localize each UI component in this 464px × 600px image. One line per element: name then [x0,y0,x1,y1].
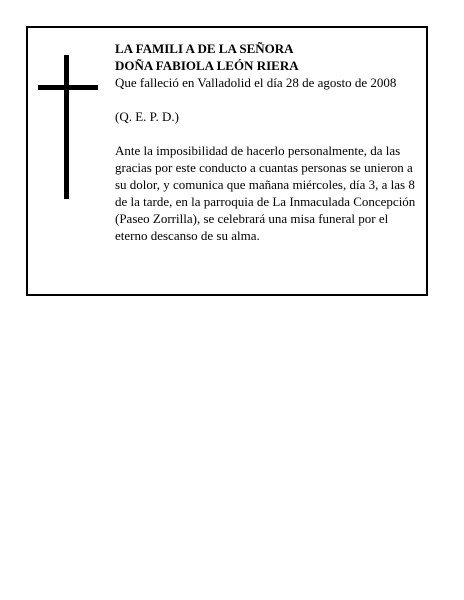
obituary-notice [26,26,428,296]
notice-subtitle: Que falleció en Valladolid el día 28 de agosto de 2008 [115,75,397,90]
notice-body: Ante la imposibilidad de hacerlo personalmente, da las gracias por este conducto a cuantas personas se unieron a su dolor, y comunica que mañana miércoles, día 3, a las 8 de la tarde, en la parroquia de La Inmaculada Concepción (Paseo Zorrilla), se celebrará una misa funeral por el eterno descanso de su alma. [115,143,416,243]
cross-horizontal-bar [38,85,98,90]
notice-text [115,40,423,244]
cross-icon [38,55,98,199]
notice-heading-line1: LA FAMILI A DE LA SEÑORA [115,41,294,56]
notice-rip: (Q. E. P. D.) [115,109,179,124]
notice-heading-line2: DOÑA FABIOLA LEÓN RIERA [115,58,299,73]
cross-vertical-bar [64,55,69,199]
